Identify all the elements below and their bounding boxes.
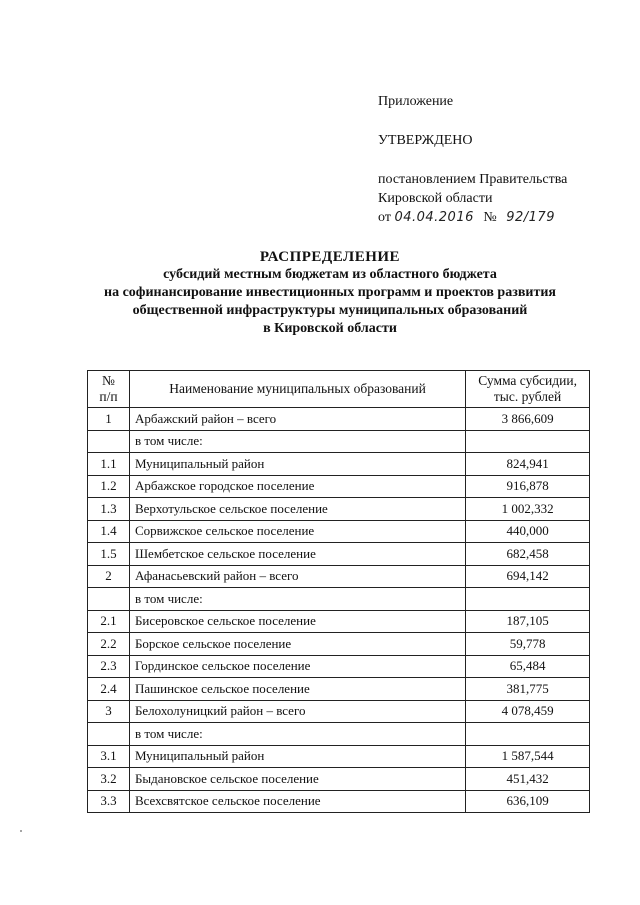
header-number	[88, 371, 130, 408]
header-sum	[466, 371, 590, 408]
table-row	[88, 543, 590, 566]
number-sign: №	[483, 210, 497, 225]
row-sum: 1 587,544	[466, 745, 590, 768]
row-sum	[466, 723, 590, 746]
row-number	[88, 588, 130, 611]
title-line-3: общественной инфраструктуры муниципальных образований	[132, 303, 528, 318]
row-number	[88, 430, 130, 453]
table-row	[88, 655, 590, 678]
table-row	[88, 768, 590, 791]
row-number	[88, 723, 130, 746]
row-number: 2.2	[88, 633, 130, 656]
row-name: в том числе:	[129, 430, 465, 453]
table-row	[88, 610, 590, 633]
row-name: Борское сельское поселение	[129, 633, 465, 656]
row-sum: 916,878	[466, 475, 590, 498]
table-row	[88, 723, 590, 746]
row-sum: 59,778	[466, 633, 590, 656]
appendix-label: Приложение	[378, 94, 454, 109]
row-name: Гординское сельское поселение	[129, 655, 465, 678]
row-name: Шембетское сельское поселение	[129, 543, 465, 566]
row-name: Сорвижское сельское поселение	[129, 520, 465, 543]
row-sum: 451,432	[466, 768, 590, 791]
row-name: Верхотульское сельское поселение	[129, 498, 465, 521]
row-sum: 3 866,609	[466, 408, 590, 431]
handwritten-number: 92/179	[506, 210, 555, 225]
table-header-row	[88, 371, 590, 408]
table-row	[88, 790, 590, 813]
header-sum-line-1: Сумма субсидии,	[478, 373, 577, 388]
row-sum: 1 002,332	[466, 498, 590, 521]
date-prefix: от	[378, 210, 391, 225]
row-name: Пашинское сельское поселение	[129, 678, 465, 701]
table-row	[88, 678, 590, 701]
row-name: в том числе:	[129, 588, 465, 611]
title-main: РАСПРЕДЕЛЕНИЕ	[259, 249, 401, 265]
row-sum: 4 078,459	[466, 700, 590, 723]
row-number: 1.4	[88, 520, 130, 543]
row-sum	[466, 588, 590, 611]
subsidy-table	[87, 370, 590, 813]
table-row	[88, 633, 590, 656]
handwritten-date: 04.04.2016	[394, 210, 474, 225]
row-sum	[466, 430, 590, 453]
table-row	[88, 520, 590, 543]
title-line-2: на софинансирование инвестиционных программ и проектов развития	[104, 285, 556, 300]
row-name: Муниципальный район	[129, 453, 465, 476]
row-sum: 381,775	[466, 678, 590, 701]
row-sum: 187,105	[466, 610, 590, 633]
row-name: Арбажский район – всего	[129, 408, 465, 431]
table-row	[88, 453, 590, 476]
row-sum: 440,000	[466, 520, 590, 543]
row-number: 3.2	[88, 768, 130, 791]
row-name: Арбажское городское поселение	[129, 475, 465, 498]
row-sum: 694,142	[466, 565, 590, 588]
table-row	[88, 475, 590, 498]
row-sum: 636,109	[466, 790, 590, 813]
table-row	[88, 700, 590, 723]
row-number: 3	[88, 700, 130, 723]
row-name: Всехсвятское сельское поселение	[129, 790, 465, 813]
row-name: Муниципальный район	[129, 745, 465, 768]
title-line-1: субсидий местным бюджетам из областного бюджета	[163, 267, 497, 282]
table-row	[88, 430, 590, 453]
row-number: 1.2	[88, 475, 130, 498]
row-number: 2.4	[88, 678, 130, 701]
table-row	[88, 588, 590, 611]
row-number: 1	[88, 408, 130, 431]
row-number: 1.1	[88, 453, 130, 476]
row-number: 3.3	[88, 790, 130, 813]
header-sum-line-2: тыс. рублей	[493, 389, 562, 404]
scan-speck	[20, 830, 22, 832]
table-row	[88, 408, 590, 431]
header-number-line-1: №	[102, 373, 115, 388]
table-row	[88, 565, 590, 588]
decree-line-1: постановлением Правительства	[378, 172, 568, 187]
row-number: 3.1	[88, 745, 130, 768]
title-line-4: в Кировской области	[263, 321, 397, 336]
approval-block	[378, 92, 628, 227]
row-number: 2.1	[88, 610, 130, 633]
row-name: Бисеровское сельское поселение	[129, 610, 465, 633]
approved-label: УТВЕРЖДЕНО	[378, 133, 473, 148]
decree-line-2: Кировской области	[378, 191, 493, 206]
row-number: 2	[88, 565, 130, 588]
row-sum: 824,941	[466, 453, 590, 476]
table-row	[88, 498, 590, 521]
table-row	[88, 745, 590, 768]
header-name: Наименование муниципальных образований	[129, 371, 465, 408]
row-name: Афанасьевский район – всего	[129, 565, 465, 588]
decree-date-line	[378, 208, 628, 227]
document-title	[60, 248, 600, 338]
row-number: 1.3	[88, 498, 130, 521]
row-number: 2.3	[88, 655, 130, 678]
row-number: 1.5	[88, 543, 130, 566]
row-sum: 65,484	[466, 655, 590, 678]
row-name: в том числе:	[129, 723, 465, 746]
row-name: Быдановское сельское поселение	[129, 768, 465, 791]
header-number-line-2: п/п	[99, 389, 118, 404]
row-name: Белохолуницкий район – всего	[129, 700, 465, 723]
row-sum: 682,458	[466, 543, 590, 566]
